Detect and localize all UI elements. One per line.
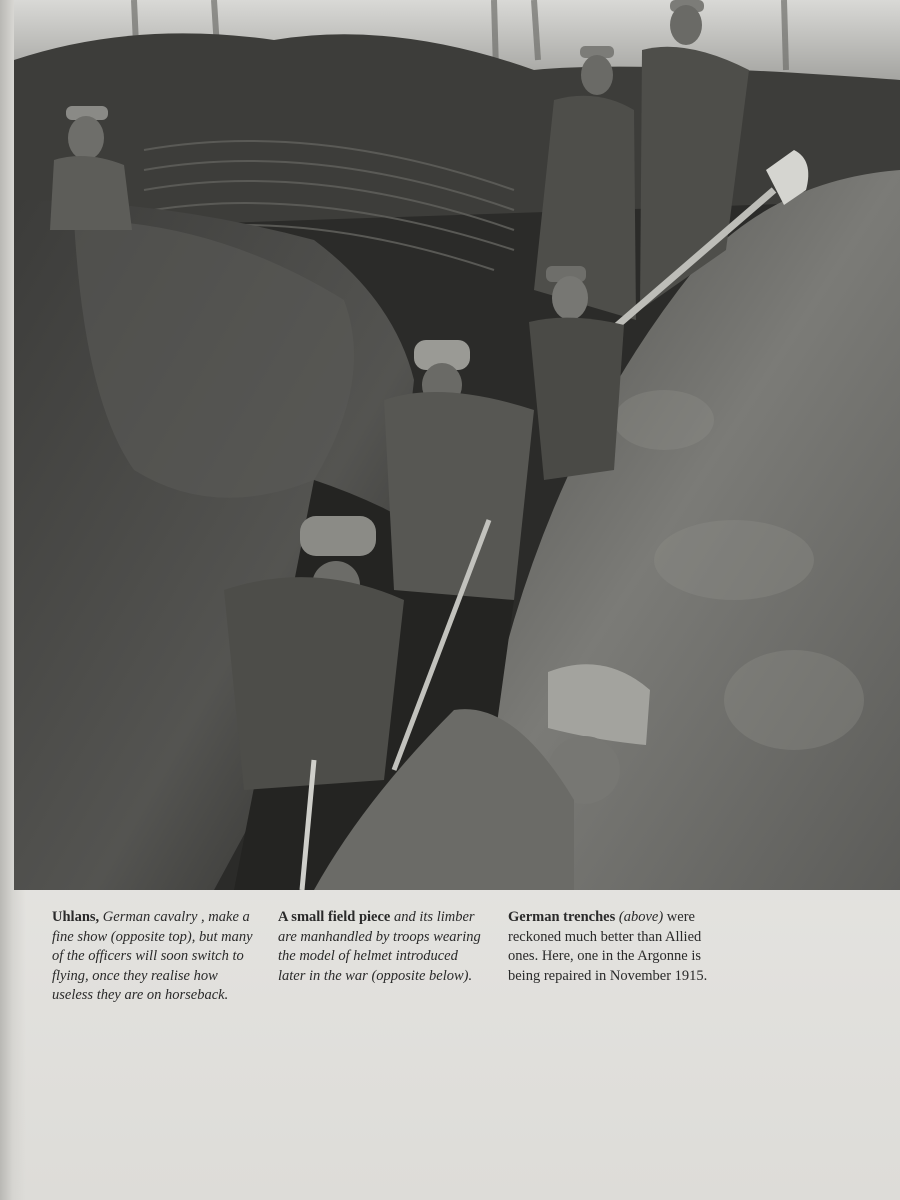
caption-field-piece: [278, 908, 483, 986]
trench-photo-illustration: [14, 0, 900, 890]
caption-lead: Uhlans,: [52, 909, 100, 925]
caption-uhlans: [52, 908, 257, 1006]
caption-lead: German trenches: [508, 909, 616, 925]
captions-row: [52, 908, 872, 1048]
trench-photograph: [14, 0, 900, 890]
caption-body: German cavalry , make a fine show (opposite top), but many of the officers will soon switch to flying, once they realise how useless they are on horseback.: [52, 909, 253, 1004]
caption-german-trenches: [508, 908, 713, 986]
caption-lead: A small field piece: [278, 909, 391, 925]
caption-body: and its limber are manhandled by troops wearing the model of helmet introduced later in the war (opposite below).: [278, 909, 481, 984]
caption-body-italic: (above): [615, 909, 664, 925]
caption-body: were reckoned much better than Allied ones. Here, one in the Argonne is being repaired in November 1915.: [508, 909, 708, 984]
